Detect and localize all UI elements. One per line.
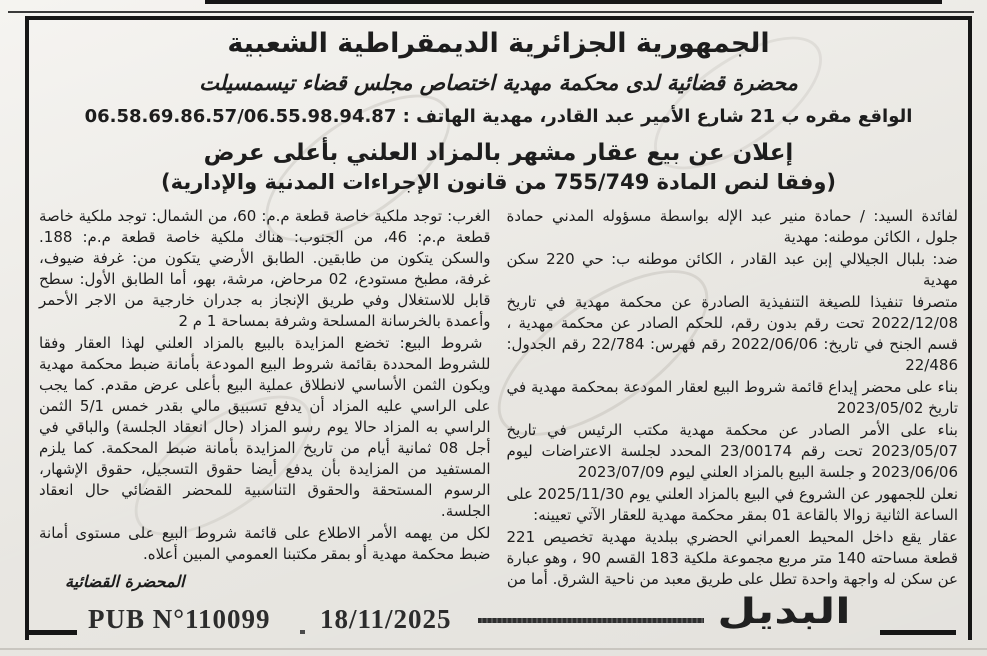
document-header — [37, 28, 960, 194]
bailiff-signature: المحضرة القضائية — [65, 572, 185, 591]
issue-date: 18/11/2025 — [320, 604, 452, 634]
legal-reference-subtitle: (وفقا لنص المادة 755/749 من قانون الإجراءات المدنية والإدارية) — [160, 170, 836, 194]
paragraph-property: عقار يقع داخل المحيط العمراني الحضري ببلدية مهدية تخصيص 221 قطعة مساحته 140 متر مربع مجموعة ملكية 183 القسم 90 ، وهو عبارة عن سكن له واجهة واحدة تطل على طريق معبد من ناحية الشرق. أما من — [506, 528, 958, 588]
paragraph-defendant: ضد: بلبال الجيلالي إبن عبد القادر ، الكائن موطنه ب: حي 220 سكن مهدية — [506, 250, 958, 289]
republic-heading: الجمهورية الجزائرية الديمقراطية الشعبية — [227, 28, 770, 59]
document-frame — [25, 16, 972, 640]
paragraph-boundaries: الغرب: توجد ملكية خاصة قطعة م.م: 60، من الشمال: توجد ملكية خاصة قطعة م.م: 46، من الجنوب: هناك ملكية خاصة قطعة م.م: 188. والسكن يتكون من طابقين. الطابق الأرضي يتكون من: غرفة ضيوف، غرفة، مطبخ مستودع، 02 مرحاض، مرشة، بهو، أما الطابق الأول: سطح قابل للاستغلال وفي طريق الإنجاز به جدران خارجية من الاجر الأحمر وأعمدة بالخرسانة المسلحة وشرفة بمساحة 1 م 2 — [39, 207, 491, 330]
newspaper-logo: البديل — [717, 592, 851, 632]
office-address-line: الواقع مقره ب 21 شارع الأمير عبد القادر، مهدية الهاتف : 06.58.69.86.57/06.55.98.94.87 — [84, 106, 913, 127]
paragraph-writ: متصرفا تنفيذا للصيغة التنفيذية الصادرة عن محكمة مهدية في تاريخ 2022/12/08 تحت رقم بدون رقم، للحكم الصادر عن محكمة مهدية ، قسم الجنح في تاريخ: 2022/06/06 رقم فهرس: 22/784 رقم الجدول: 22/486 — [506, 293, 958, 374]
pub-number: PUB N°110099 — [88, 604, 271, 634]
paragraph-sale-conditions: شروط البيع: تخضع المزايدة بالبيع بالمزاد العلني لهذا العقار وفقا للشروط المحددة بقائمة شروط البيع المودعة بأمانة ضبط محكمة مهدية ويكون الثمن الأساسي لانطلاق عملية البيع بأعلى عرض مقدم. كما يجب على الراسي عليه المزاد أن يدفع تسبيق مالي بقدر خمس 5/1 الثمن الراسي به المزاد حالا يوم رسو المزاد (حال انعقاد الجلسة) والباقي في أجل 08 ثمانية أيام من تاريخ المزايدة بأمانة ضبط المحكمة. كما يلزم المستفيد من المزايدة بأن يدفع أيضا حقوق التسجيل، حقوق الإشهار، الرسوم المستحقة والحقوق التناسبية للمحضر القضائي حال انعقاد الجلسة. — [39, 334, 491, 520]
article-columns — [37, 206, 960, 592]
column-right — [507, 206, 959, 592]
frame-bottom-left-corner — [25, 630, 77, 635]
bailiff-office-line: محضرة قضائية لدى محكمة مهدية اختصاص مجلس قضاء تيسمسيلت — [199, 71, 798, 95]
announcement-title: إعلان عن بيع عقار مشهر بالمزاد العلني بأعلى عرض — [203, 140, 794, 166]
top-rule-primary — [205, 0, 942, 4]
separator-dot — [300, 630, 305, 634]
scan-edge-line — [0, 648, 987, 650]
paragraph-consultation: لكل من يهمه الأمر الاطلاع على قائمة شروط البيع على مستوى أمانة ضبط محكمة مهدية أو بمقر مكتبنا العمومي المبين أعلاه. — [39, 524, 491, 563]
top-rule-secondary — [8, 11, 974, 13]
column-left — [39, 206, 491, 592]
paragraph-beneficiary: لفائدة السيد: / حمادة منير عبد الإله بواسطة مسؤوله المدني حمادة جلول ، الكائن موطنه: مهدية — [506, 207, 958, 246]
frame-bottom-right-corner — [880, 630, 956, 635]
paragraph-order: بناء على الأمر الصادر عن محكمة مهدية مكتب الرئيس في تاريخ 2023/05/07 تحت رقم 23/00174 المحدد لجلسة الاعتراضات ليوم 2023/06/06 و جلسة البيع بالمزاد العلني ليوم 2023/07/09 — [506, 421, 958, 481]
paragraph-auction-date: نعلن للجمهور عن الشروع في البيع بالمزاد العلني يوم 2025/11/30 على الساعة الثانية زوالا بالقاعة 01 بمقر محكمة مهدية للعقار الآتي تعيينه: — [506, 485, 959, 524]
paragraph-deposit: بناء على محضر إيداع قائمة شروط البيع لعقار المودعة بمحكمة مهدية في تاريخ 2023/05/02 — [506, 378, 958, 417]
footer-rule-segment — [478, 618, 704, 623]
